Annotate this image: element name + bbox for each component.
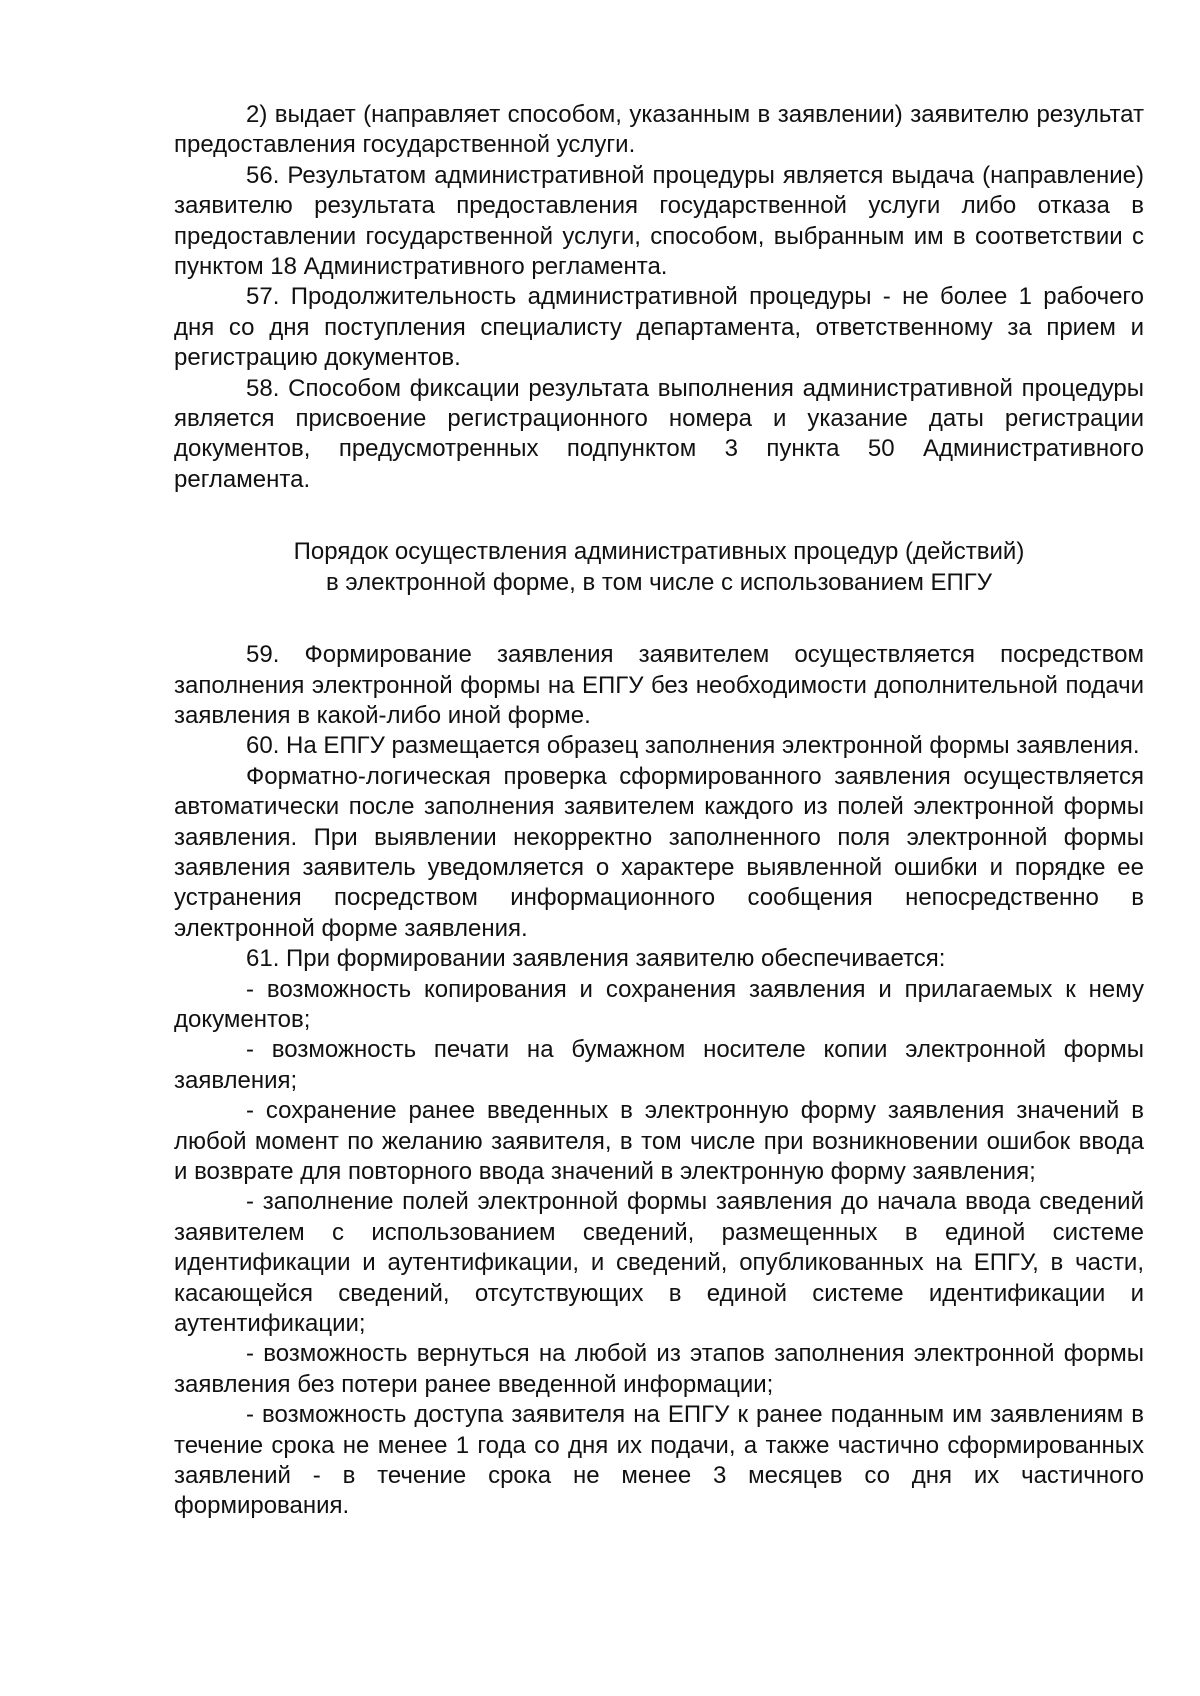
paragraph-61: 61. При формировании заявления заявителю обеспечивается: <box>246 945 946 973</box>
document-page <box>174 100 1144 1522</box>
paragraph-59: 59. Формирование заявления заявителем осуществляется посредством заполнения электронной формы на ЕПГУ без необходимости дополнительной подачи заявления в какой-либо иной форме. <box>174 641 1144 729</box>
list-item-printing: - возможность печати на бумажном носителе копии электронной формы заявления; <box>174 1036 1144 1094</box>
list-item-access-to-applications: - возможность доступа заявителя на ЕПГУ к ранее поданным им заявлениям в течение срока не менее 1 года со дня их подачи, а также частично сформированных заявлений - в течение срока не менее 3 месяцев со дня их частичного формирования. <box>174 1401 1144 1520</box>
section-heading <box>174 537 1144 598</box>
paragraph-58: 58. Способом фиксации результата выполнения административной процедуры является присвоение регистрационного номера и указание даты регистрации документов, предусмотренных подпунктом 3 пункта 50 Административного регламента. <box>174 374 1144 493</box>
section-heading-line-2: в электронной форме, в том числе с использованием ЕПГУ <box>325 568 993 596</box>
paragraph-57: 57. Продолжительность административной процедуры - не более 1 рабочего дня со дня поступления специалисту департамента, ответственному за прием и регистрацию документов. <box>174 283 1144 372</box>
list-item-return-to-step: - возможность вернуться на любой из этапов заполнения электронной формы заявления без потери ранее введенной информации; <box>174 1340 1144 1398</box>
paragraph-56: 56. Результатом административной процедуры является выдача (направление) заявителю результата предоставления государственной услуги либо отказа в предоставлении государственной услуги, способом, выбранным им в соответствии с пунктом 18 Административного регламента. <box>174 161 1144 281</box>
list-item-copying: - возможность копирования и сохранения заявления и прилагаемых к нему документов; <box>174 975 1144 1033</box>
paragraph-format-check: Форматно-логическая проверка сформированного заявления осуществляется автоматически после заполнения заявителем каждого из полей электронной формы заявления. При выявлении некорректно заполненного поля электронной формы заявления заявитель уведомляется о характере выявленной ошибки и порядке ее устранения посредством информационного сообщения непосредственно в электронной форме заявления. <box>174 762 1144 942</box>
list-item-autofill: - заполнение полей электронной формы заявления до начала ввода сведений заявителем с использованием сведений, размещенных в единой системе идентификации и аутентификации, и сведений, опубликованных на ЕПГУ, в части, касающейся сведений, отсутствующих в единой системе идентификации и аутентификации; <box>174 1188 1144 1338</box>
paragraph-item-2: 2) выдает (направляет способом, указанным в заявлении) заявителю результат предоставления государственной услуги. <box>174 101 1144 159</box>
list-item-saving: - сохранение ранее введенных в электронную форму заявления значений в любой момент по желанию заявителя, в том числе при возникновении ошибок ввода и возврате для повторного ввода значений в электронную форму заявления; <box>174 1097 1144 1185</box>
paragraph-60: 60. На ЕПГУ размещается образец заполнения электронной формы заявления. <box>246 732 1140 760</box>
section-heading-line-1: Порядок осуществления административных процедур (действий) <box>293 538 1025 566</box>
